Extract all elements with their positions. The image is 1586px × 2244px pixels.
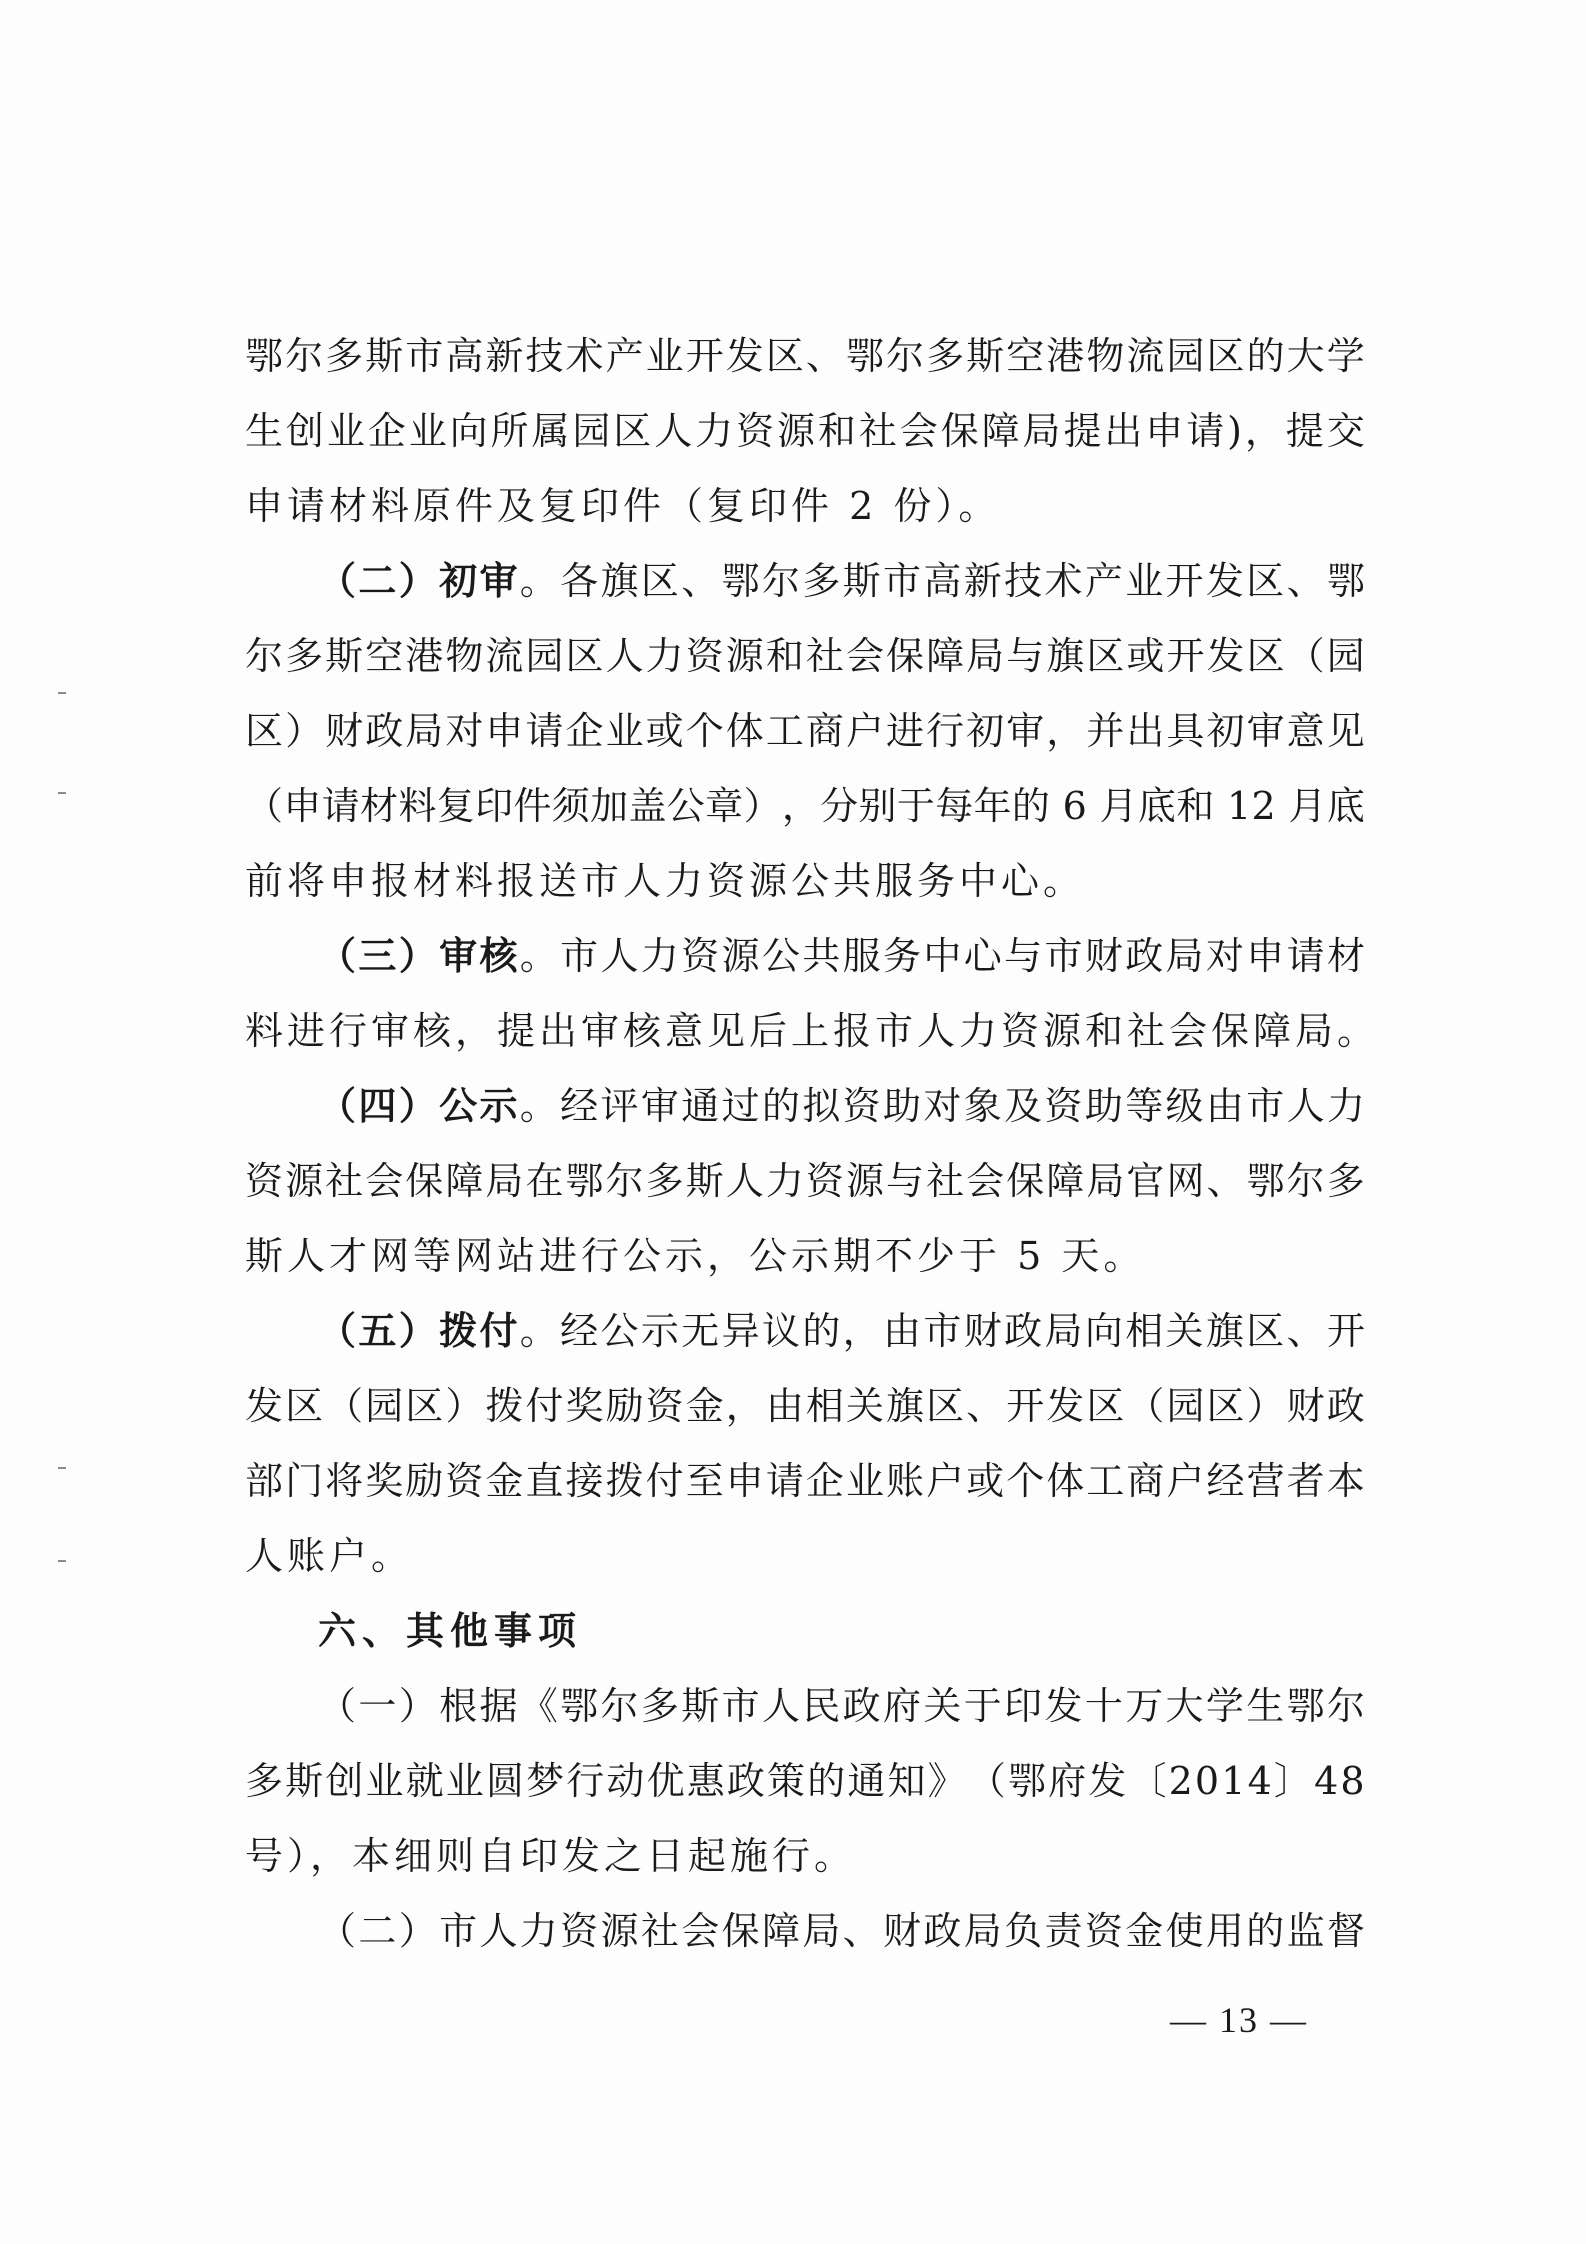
text-line-5: 尔 多 斯 空 港 物 流 园 区 人 力 资 源 和 社 会 保 障 局 与 旗 区 或 开 发 区 （ 园 [245, 634, 1365, 678]
text-line-22: （ 二 ） 市 人 力 资 源 社 会 保 障 局 、 财 政 局 负 责 资 金 使 用 的 监 督 [318, 1909, 1365, 1953]
page-number: — 13 — [1170, 2000, 1308, 2040]
text-line-6: 区 ） 财 政 局 对 申 请 企 业 或 个 体 工 商 户 进 行 初 审 ， 并 出 具 初 审 意 见 [245, 709, 1365, 753]
text-line-20: 多 斯 创 业 就 业 圆 梦 行 动 优 惠 政 策 的 通 知 》 （ 鄂 府 发 〔 2 0 1 4 〕 4 8 [245, 1759, 1365, 1803]
text-line-21: 号），本细则自印发之日起施行。 [245, 1834, 857, 1878]
section-heading: 六、其他事项 [318, 1609, 583, 1653]
scan-margin-mark [58, 1560, 66, 1562]
text-line-1: 鄂 尔 多 斯 市 高 新 技 术 产 业 开 发 区 、 鄂 尔 多 斯 空 港 物 流 园 区 的 大 学 [245, 334, 1365, 378]
text-line-11: （ 四 ） 公 示 。 经 评 审 通 过 的 拟 资 助 对 象 及 资 助 等 级 由 市 人 力 [318, 1083, 1365, 1128]
text-line-14: （ 五 ） 拨 付 。 经 公 示 无 异 议 的 ， 由 市 财 政 局 向 相 关 旗 区 、 开 [318, 1308, 1365, 1353]
scan-margin-mark [58, 1467, 66, 1469]
text-line-12: 资 源 社 会 保 障 局 在 鄂 尔 多 斯 人 力 资 源 与 社 会 保 障 局 官 网 、 鄂 尔 多 [245, 1159, 1365, 1203]
text-line-15: 发 区 （ 园 区 ） 拨 付 奖 励 资 金 ， 由 相 关 旗 区 、 开 发 区 （ 园 区 ） 财 政 [245, 1384, 1365, 1428]
text-line-16: 部 门 将 奖 励 资 金 直 接 拨 付 至 申 请 企 业 账 户 或 个 体 工 商 户 经 营 者 本 [245, 1459, 1365, 1503]
text-line-9: （ 三 ） 审 核 。 市 人 力 资 源 公 共 服 务 中 心 与 市 财 政 局 对 申 请 材 [318, 933, 1365, 978]
text-line-13: 斯人才网等网站进行公示，公示期不少于 5 天。 [245, 1234, 1146, 1278]
scan-margin-mark [58, 692, 66, 694]
scan-margin-mark [58, 792, 66, 794]
text-line-4: （ 二 ） 初 审 。 各 旗 区 、 鄂 尔 多 斯 市 高 新 技 术 产 业 开 发 区 、 鄂 [318, 558, 1365, 603]
text-line-8: 前将申报材料报送市人力资源公共服务中心。 [245, 859, 1086, 903]
text-line-3: 申请材料原件及复印件（复印件 2 份）。 [245, 484, 1001, 528]
text-line-7: （ 申 请 材 料 复 印 件 须 加 盖 公 章 ） ， 分 别 于 每 年 的 6 月 底 和 1 2 月 底 [245, 784, 1365, 828]
text-line-10: 料进行审核，提出审核意见后上报市人力资源和社会保障局。 [245, 1009, 1380, 1053]
text-line-17: 人账户。 [245, 1534, 414, 1578]
text-line-2: 生 创 业 企 业 向 所 属 园 区 人 力 资 源 和 社 会 保 障 局 提 出 申 请 ) ， 提 交 [245, 409, 1365, 453]
text-line-19: （ 一 ） 根 据 《 鄂 尔 多 斯 市 人 民 政 府 关 于 印 发 十 万 大 学 生 鄂 尔 [318, 1684, 1365, 1728]
